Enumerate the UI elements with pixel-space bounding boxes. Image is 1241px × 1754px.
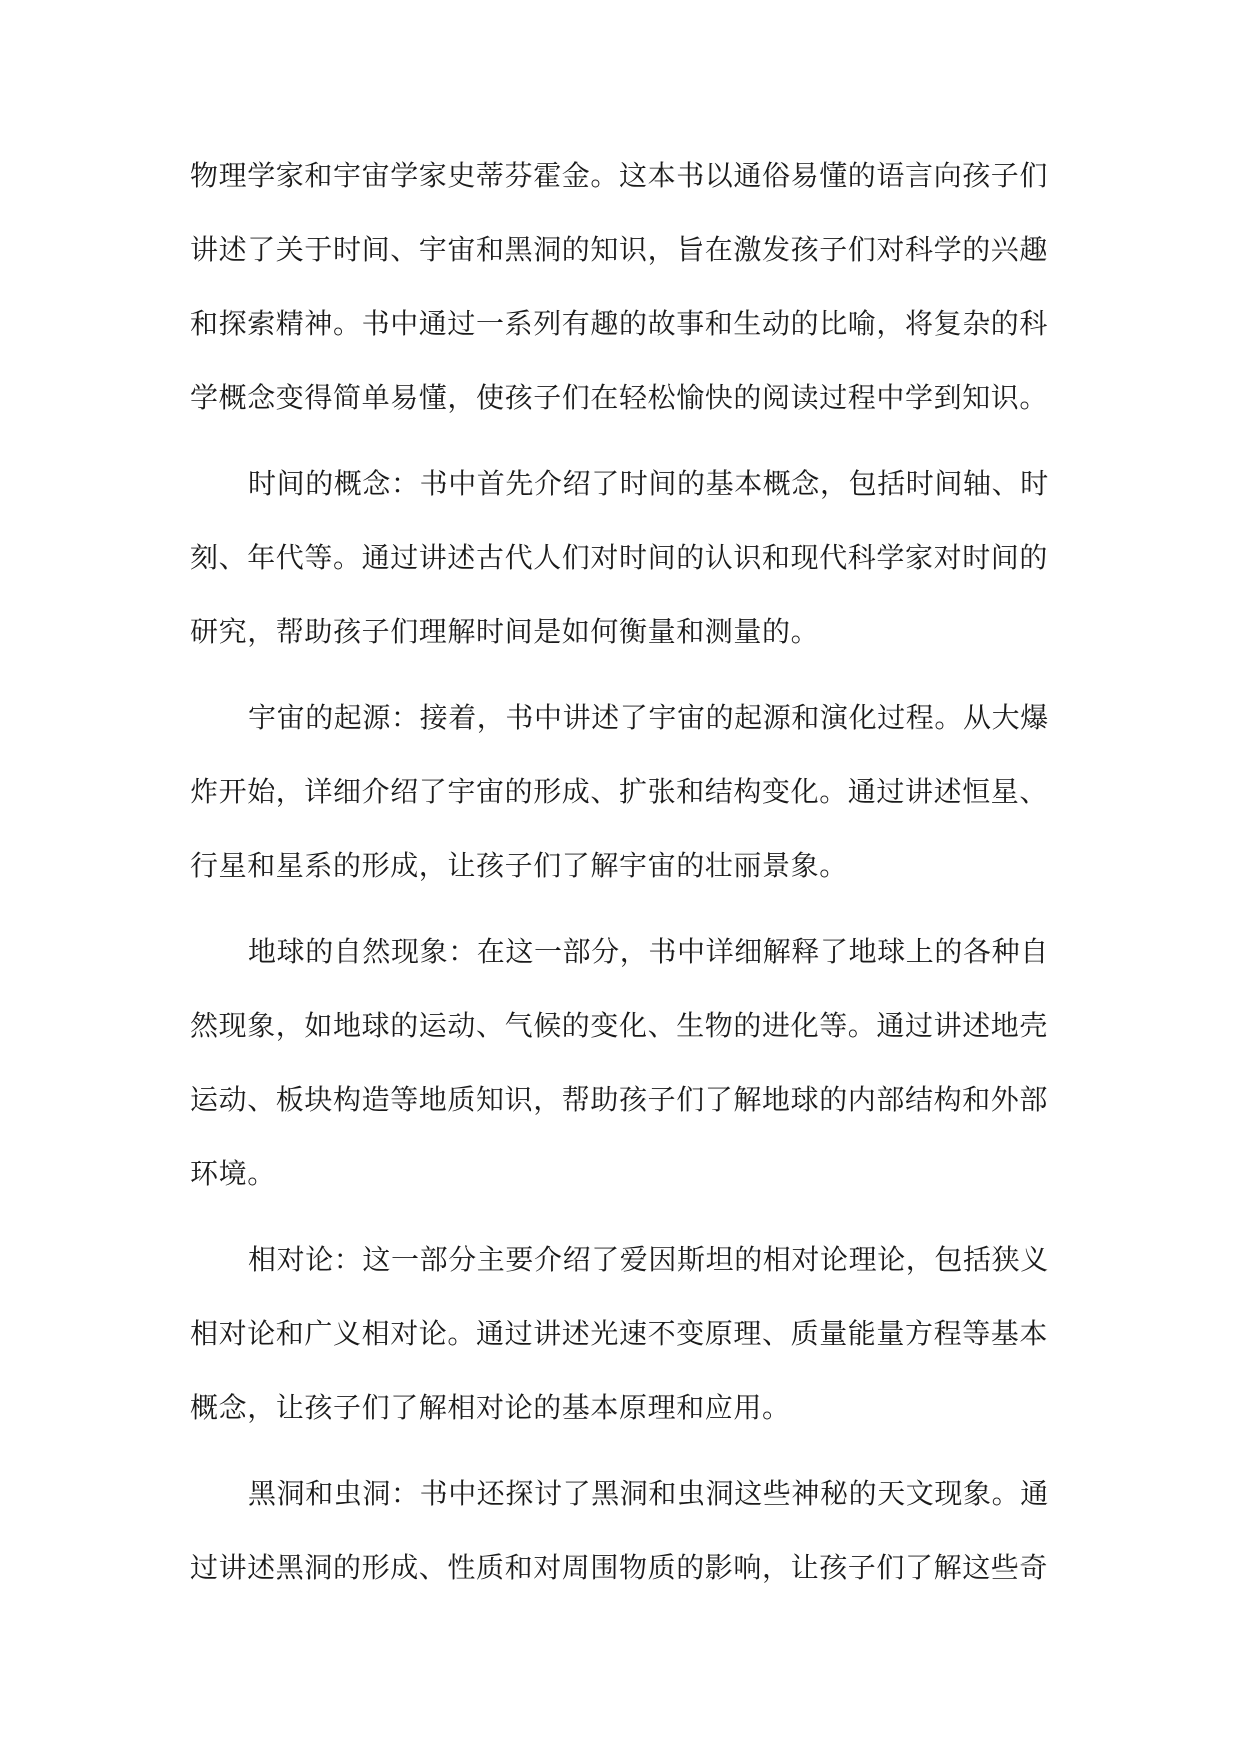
text-line: 学概念变得简单易懂，使孩子们在轻松愉快的阅读过程中学到知识。 <box>190 381 1049 414</box>
text-line: 炸开始，详细介绍了宇宙的形成、扩张和结构变化。通过讲述恒星、 <box>190 775 1049 808</box>
text-line: 宇宙的起源：接着，书中讲述了宇宙的起源和演化过程。从大爆 <box>248 701 1049 734</box>
paragraph-earth <box>190 915 1056 1211</box>
paragraph-time <box>190 447 1056 669</box>
text-line: 地球的自然现象：在这一部分，书中详细解释了地球上的各种自 <box>248 935 1049 968</box>
paragraph-relativity <box>190 1223 1056 1445</box>
text-line: 概念，让孩子们了解相对论的基本原理和应用。 <box>190 1391 791 1424</box>
text-line: 运动、板块构造等地质知识，帮助孩子们了解地球的内部结构和外部 <box>190 1083 1049 1116</box>
text-line: 物理学家和宇宙学家史蒂芬霍金。这本书以通俗易懂的语言向孩子们 <box>190 159 1049 192</box>
text-line: 行星和星系的形成，让孩子们了解宇宙的壮丽景象。 <box>190 849 848 882</box>
text-line: 相对论：这一部分主要介绍了爱因斯坦的相对论理论，包括狭义 <box>248 1243 1049 1276</box>
paragraph-intro <box>190 139 1056 435</box>
text-line: 环境。 <box>190 1157 276 1190</box>
text-line: 然现象，如地球的运动、气候的变化、生物的进化等。通过讲述地壳 <box>190 1009 1049 1042</box>
text-line: 黑洞和虫洞：书中还探讨了黑洞和虫洞这些神秘的天文现象。通 <box>248 1477 1049 1510</box>
text-line: 刻、年代等。通过讲述古代人们对时间的认识和现代科学家对时间的 <box>190 541 1049 574</box>
text-line: 相对论和广义相对论。通过讲述光速不变原理、质量能量方程等基本 <box>190 1317 1049 1350</box>
paragraph-blackholes <box>190 1457 1056 1605</box>
text-line: 研究，帮助孩子们理解时间是如何衡量和测量的。 <box>190 615 820 648</box>
text-line: 讲述了关于时间、宇宙和黑洞的知识，旨在激发孩子们对科学的兴趣 <box>190 233 1049 266</box>
text-line: 和探索精神。书中通过一系列有趣的故事和生动的比喻，将复杂的科 <box>190 307 1049 340</box>
document-body <box>190 139 1056 1617</box>
text-line: 过讲述黑洞的形成、性质和对周围物质的影响，让孩子们了解这些奇 <box>190 1551 1049 1584</box>
text-line: 时间的概念：书中首先介绍了时间的基本概念，包括时间轴、时 <box>248 467 1049 500</box>
paragraph-universe <box>190 681 1056 903</box>
